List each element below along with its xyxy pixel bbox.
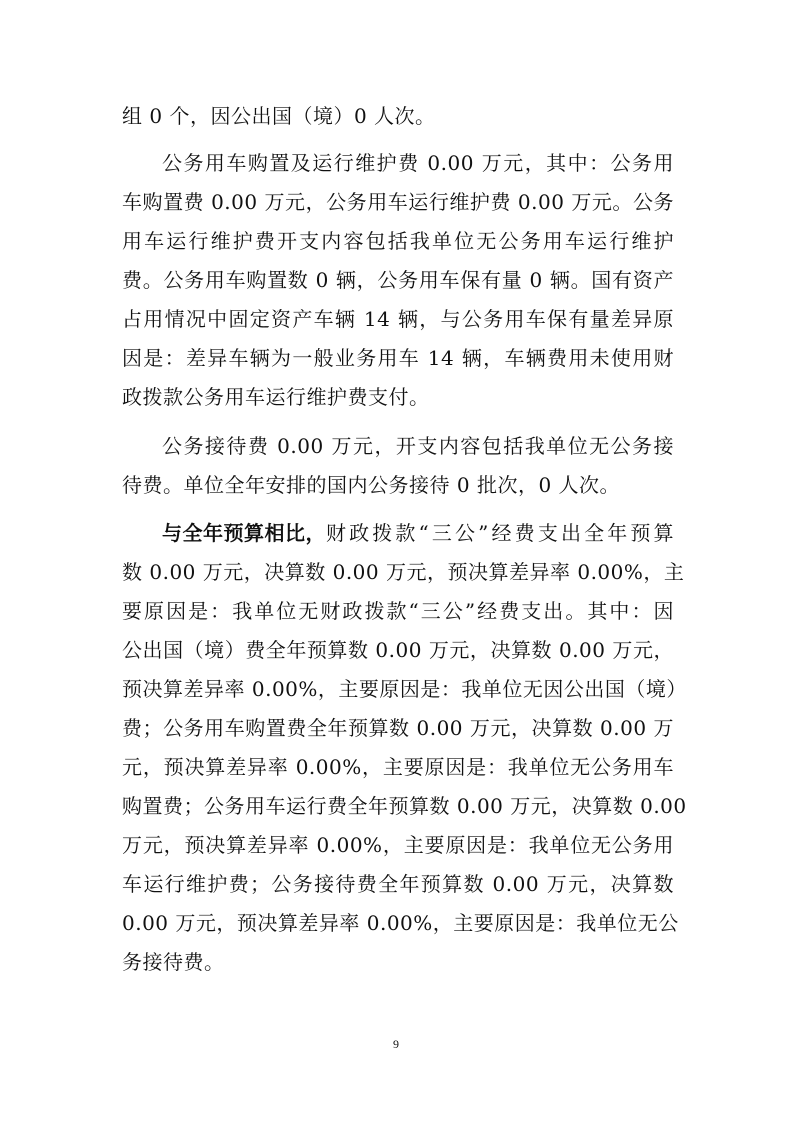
page-number: 9 (393, 1037, 399, 1051)
text-line (162, 519, 674, 547)
text-line: 要原因是：我单位无财政拨款“三公”经费支出。其中：因 (122, 599, 674, 623)
text-line: 组 0 个，因公出国（境）0 人次。 (122, 104, 436, 128)
bold-lead-text: 与全年预算相比， (162, 521, 326, 545)
text-line: 政拨款公务用车运行维护费支付。 (122, 385, 430, 409)
text-line: 预决算差异率 0.00%，主要原因是：我单位无因公出国（境） (122, 677, 687, 701)
text-line: 购置费；公务用车运行费全年预算数 0.00 万元，决算数 0.00 (122, 794, 687, 818)
text-line: 0.00 万元，预决算差异率 0.00%，主要原因是：我单位无公 (122, 911, 679, 935)
text-line: 占用情况中固定资产车辆 14 辆，与公务用车保有量差异原 (122, 307, 674, 331)
text-line: 用车运行维护费开支内容包括我单位无公务用车运行维护 (122, 229, 674, 253)
text-line: 务接待费。 (122, 950, 225, 974)
text-line: 因是：差异车辆为一般业务用车 14 辆，车辆费用未使用财 (122, 346, 674, 370)
text-line: 万元，预决算差异率 0.00%，主要原因是：我单位无公务用 (122, 833, 674, 857)
text-line: 车运行维护费；公务接待费全年预算数 0.00 万元，决算数 (122, 872, 674, 896)
text-line: 车购置费 0.00 万元，公务用车运行维护费 0.00 万元。公务 (122, 190, 674, 214)
text-line: 元，预决算差异率 0.00%，主要原因是：我单位无公务用车 (122, 755, 674, 779)
text-line: 费。公务用车购置数 0 辆，公务用车保有量 0 辆。国有资产 (122, 268, 674, 292)
text-line: 费；公务用车购置费全年预算数 0.00 万元，决算数 0.00 万 (122, 716, 674, 740)
text-line-rest: 财政拨款“三公”经费支出全年预算 (326, 521, 674, 545)
text-line: 待费。单位全年安排的国内公务接待 0 批次，0 人次。 (122, 473, 621, 497)
text-line: 公务用车购置及运行维护费 0.00 万元，其中：公务用 (162, 151, 674, 175)
text-line: 公出国（境）费全年预算数 0.00 万元，决算数 0.00 万元， (122, 638, 674, 662)
text-line: 数 0.00 万元，决算数 0.00 万元，预决算差异率 0.00%，主 (122, 560, 685, 584)
text-line: 公务接待费 0.00 万元，开支内容包括我单位无公务接 (162, 434, 674, 458)
